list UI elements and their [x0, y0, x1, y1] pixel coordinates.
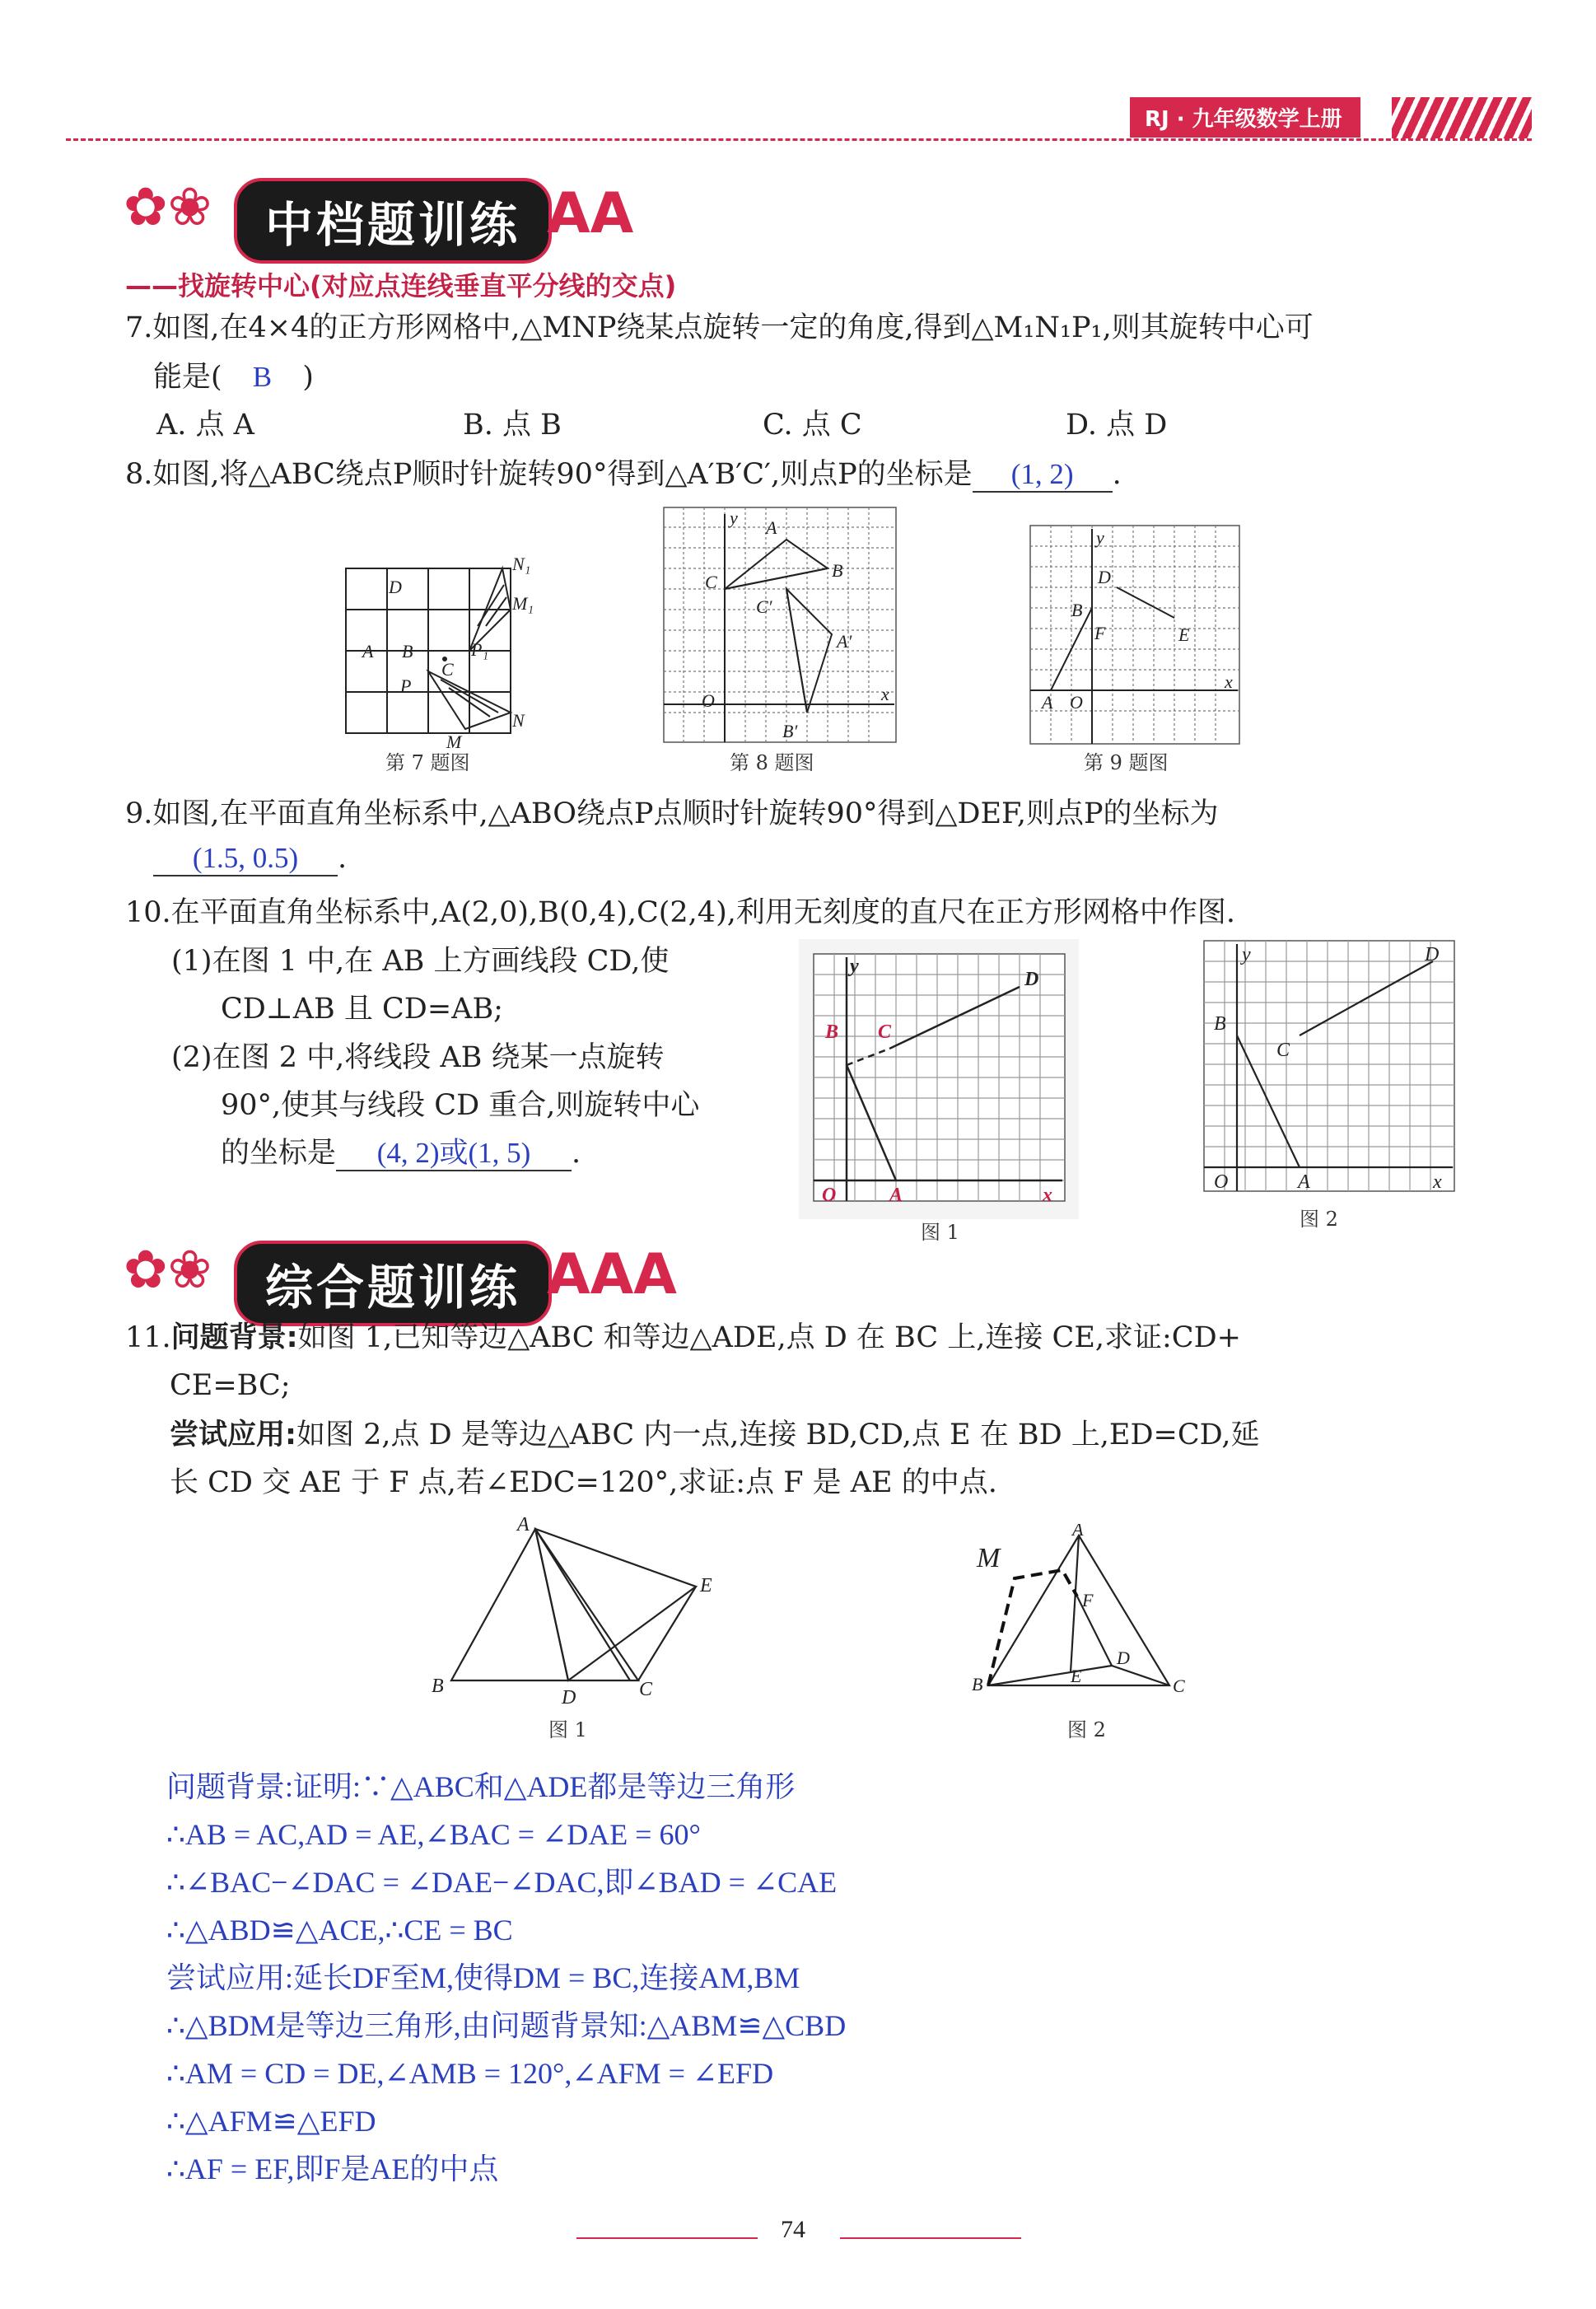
f11b-label-a: A — [1072, 1524, 1084, 1540]
section2-level: AAA — [547, 1242, 677, 1307]
q11-try-text2: 长 CD 交 AE 于 F 点,若∠EDC=120°,求证:点 F 是 AE 的中点. — [170, 1466, 997, 1499]
solution-line-5: 尝试应用:延长DF至M,使得DM = BC,连接AM,BM — [166, 1961, 800, 1994]
f10a-label-d: D — [1024, 969, 1039, 990]
f10b-label-o: O — [1214, 1171, 1229, 1193]
q11-try-text: 如图 2,点 D 是等边△ABC 内一点,连接 BD,CD,点 E 在 BD 上,ED=CD,延 — [296, 1419, 1260, 1451]
f8-label-a-prime: A′ — [837, 631, 852, 652]
f11a-label-b: B — [432, 1676, 444, 1697]
q10-part2-c — [221, 1137, 581, 1171]
f9-label-f: F — [1094, 623, 1106, 643]
q7-caption: 第 7 题图 — [385, 751, 470, 774]
q8-answer: (1, 2) — [1010, 458, 1074, 490]
solution-line-4: ∴△ABD≌△ACE,∴CE = BC — [166, 1914, 513, 1947]
solution-line-6: ∴△BDM是等边三角形,由问题背景知:△ABM≌△CBD — [166, 2009, 847, 2042]
q8-text — [125, 458, 1122, 493]
flower-icon: ✿❀ — [124, 177, 212, 238]
q9-period: . — [338, 842, 348, 875]
f7-label-n1: N₁ — [512, 554, 531, 574]
q7-option-b: B. 点 B — [463, 409, 562, 442]
flower-icon-2: ✿❀ — [124, 1240, 212, 1301]
q10-part2-b: 90°,使其与线段 CD 重合,则旋转中心 — [221, 1089, 700, 1122]
f10b-label-a: A — [1298, 1171, 1310, 1193]
f7-label-p: P — [400, 675, 412, 696]
f8-label-c-prime: C′ — [756, 596, 772, 617]
q8-caption: 第 8 题图 — [730, 751, 814, 774]
q10-caption-1: 图 1 — [921, 1221, 959, 1244]
f8-label-b: B — [832, 560, 843, 581]
q10-part1-b: CD⊥AB 且 CD=AB; — [221, 993, 503, 1026]
f10a-label-b: B — [825, 1021, 839, 1043]
section-subtitle: ——找旋转中心(对应点连线垂直平分线的交点) — [125, 270, 677, 301]
section-title: 中档题训练 — [234, 178, 552, 264]
f10b-label-y: y — [1242, 944, 1251, 965]
f8-label-b-prime: B′ — [782, 721, 798, 741]
f11a-label-d: D — [562, 1687, 576, 1705]
q11-caption-2: 图 2 — [1067, 1718, 1106, 1741]
q11-try-label: 尝试应用: — [170, 1419, 296, 1451]
f11a-label-c: C — [639, 1679, 653, 1700]
f11b-label-d: D — [1117, 1648, 1130, 1668]
q10-answer: (4, 2)或(1, 5) — [376, 1137, 531, 1169]
q7-line2 — [153, 361, 314, 394]
f7-label-m: M — [446, 731, 462, 750]
f8-label-o: O — [702, 690, 715, 711]
q10-part2-a: (2)在图 2 中,将线段 AB 绕某一点旋转 — [171, 1041, 665, 1074]
q10-text: 10.在平面直角坐标系中,A(2,0),B(0,4),C(2,4),利用无刻度的直尺在正方形网格中作图. — [125, 896, 1235, 929]
figure-7 — [329, 552, 544, 750]
section2-title: 综合题训练 — [234, 1241, 552, 1326]
q10-period: . — [572, 1137, 581, 1170]
q7-text: 7.如图,在4×4的正方形网格中,△MNP绕某点旋转一定的角度,得到△M₁N₁P₁,则其旋转中心可 — [125, 311, 1314, 344]
q7-answer: B — [252, 361, 273, 393]
solution-line-3: ∴∠BAC−∠DAC = ∠DAE−∠DAC,即∠BAD = ∠CAE — [166, 1866, 838, 1899]
f9-label-o: O — [1070, 692, 1083, 713]
q7-paren-close: ) — [302, 361, 314, 394]
f9-label-a: A — [1042, 692, 1053, 713]
q9-text: 9.如图,在平面直角坐标系中,△ABO绕点P点顺时针旋转90°得到△DEF,则点P的坐标为 — [125, 797, 1219, 830]
f10b-label-c: C — [1276, 1040, 1290, 1061]
solution-line-7: ∴AM = CD = DE,∠AMB = 120°,∠AFM = ∠EFD — [166, 2057, 774, 2090]
f10a-label-x: x — [1043, 1185, 1052, 1206]
q11-caption-1: 图 1 — [548, 1718, 587, 1741]
footer-rule-left — [576, 2237, 758, 2239]
figure-10-1 — [799, 939, 1079, 1219]
q7-paren-open: 能是( — [153, 361, 222, 394]
f11b-label-b: B — [972, 1674, 983, 1694]
f11a-label-e: E — [700, 1575, 712, 1596]
q8-stem: 8.如图,将△ABC绕点P顺时针旋转90°得到△A′B′C′,则点P的坐标是 — [125, 458, 973, 491]
solution-line-8: ∴△AFM≌△EFD — [166, 2105, 376, 2138]
q10-caption-2: 图 2 — [1300, 1208, 1338, 1231]
f7-label-c: C — [441, 659, 454, 680]
q7-option-d: D. 点 D — [1066, 409, 1168, 442]
q11-bg-text2: CE=BC; — [170, 1369, 291, 1402]
q11-bg-label: 问题背景: — [170, 1321, 298, 1354]
header-badge: RJ · 九年级数学上册 — [1130, 97, 1360, 138]
f7-label-b: B — [402, 641, 413, 661]
figure-8 — [659, 502, 906, 750]
q11-bg-text: 如图 1,已知等边△ABC 和等边△ADE,点 D 在 BC 上,连接 CE,求证:CD+ — [297, 1321, 1241, 1354]
q9-caption: 第 9 题图 — [1084, 751, 1169, 774]
f11a-label-a: A — [517, 1516, 530, 1535]
f9-label-x: x — [1225, 671, 1233, 692]
f8-label-a: A — [766, 517, 777, 538]
f10a-label-c: C — [878, 1021, 892, 1043]
q10-part2-stem: 的坐标是 — [221, 1137, 337, 1170]
q9-line2 — [153, 842, 347, 876]
q7-option-a: A. 点 A — [156, 409, 254, 442]
f8-label-x: x — [881, 684, 889, 704]
f7-label-d: D — [389, 577, 402, 597]
solution-block — [166, 1763, 846, 2193]
f10a-label-a: A — [889, 1185, 903, 1206]
f10b-label-b: B — [1214, 1013, 1226, 1035]
footer-rule-right — [840, 2237, 1021, 2239]
f7-label-a: A — [362, 641, 374, 661]
f9-label-b: B — [1071, 600, 1083, 620]
q11-background — [125, 1321, 1241, 1354]
f8-label-y: y — [730, 507, 738, 528]
solution-line-1: 问题背景:证明:∵△ABC和△ADE都是等边三角形 — [166, 1770, 796, 1803]
q7-option-c: C. 点 C — [763, 409, 862, 442]
figure-9 — [1025, 519, 1248, 750]
f8-label-c: C — [705, 572, 717, 592]
q9-answer: (1.5, 0.5) — [192, 842, 299, 874]
q8-period: . — [1112, 458, 1122, 491]
header-rule — [66, 138, 1532, 141]
f11b-label-m: M — [977, 1543, 1001, 1573]
f10a-label-y: y — [850, 956, 859, 977]
q10-part1-a: (1)在图 1 中,在 AB 上方画线段 CD,使 — [171, 945, 670, 978]
f10a-label-o: O — [822, 1185, 837, 1206]
f10b-label-d: D — [1425, 944, 1440, 965]
f11b-label-f: F — [1082, 1590, 1094, 1610]
q11-try — [170, 1419, 1260, 1451]
figure-11-2 — [964, 1524, 1194, 1705]
f7-label-p1: P₁ — [471, 639, 489, 660]
f9-label-y: y — [1096, 527, 1104, 548]
solution-line-2: ∴AB = AC,AD = AE,∠BAC = ∠DAE = 60° — [166, 1818, 701, 1851]
f11b-label-e: E — [1071, 1666, 1082, 1686]
header-stripes — [1392, 97, 1532, 138]
f11b-label-c: C — [1173, 1676, 1185, 1696]
page-number: 74 — [781, 2216, 805, 2243]
solution-line-9: ∴AF = EF,即F是AE的中点 — [166, 2152, 499, 2185]
figure-11-1 — [420, 1516, 733, 1705]
f7-label-m1: M₁ — [512, 593, 534, 614]
f9-label-d: D — [1098, 567, 1111, 587]
f10b-label-x: x — [1433, 1171, 1442, 1193]
f9-label-e: E — [1178, 624, 1190, 645]
q11-number: 11. — [125, 1321, 171, 1354]
figure-10-2 — [1202, 939, 1458, 1194]
f7-label-n: N — [512, 710, 525, 731]
section-level: AA — [547, 181, 634, 246]
